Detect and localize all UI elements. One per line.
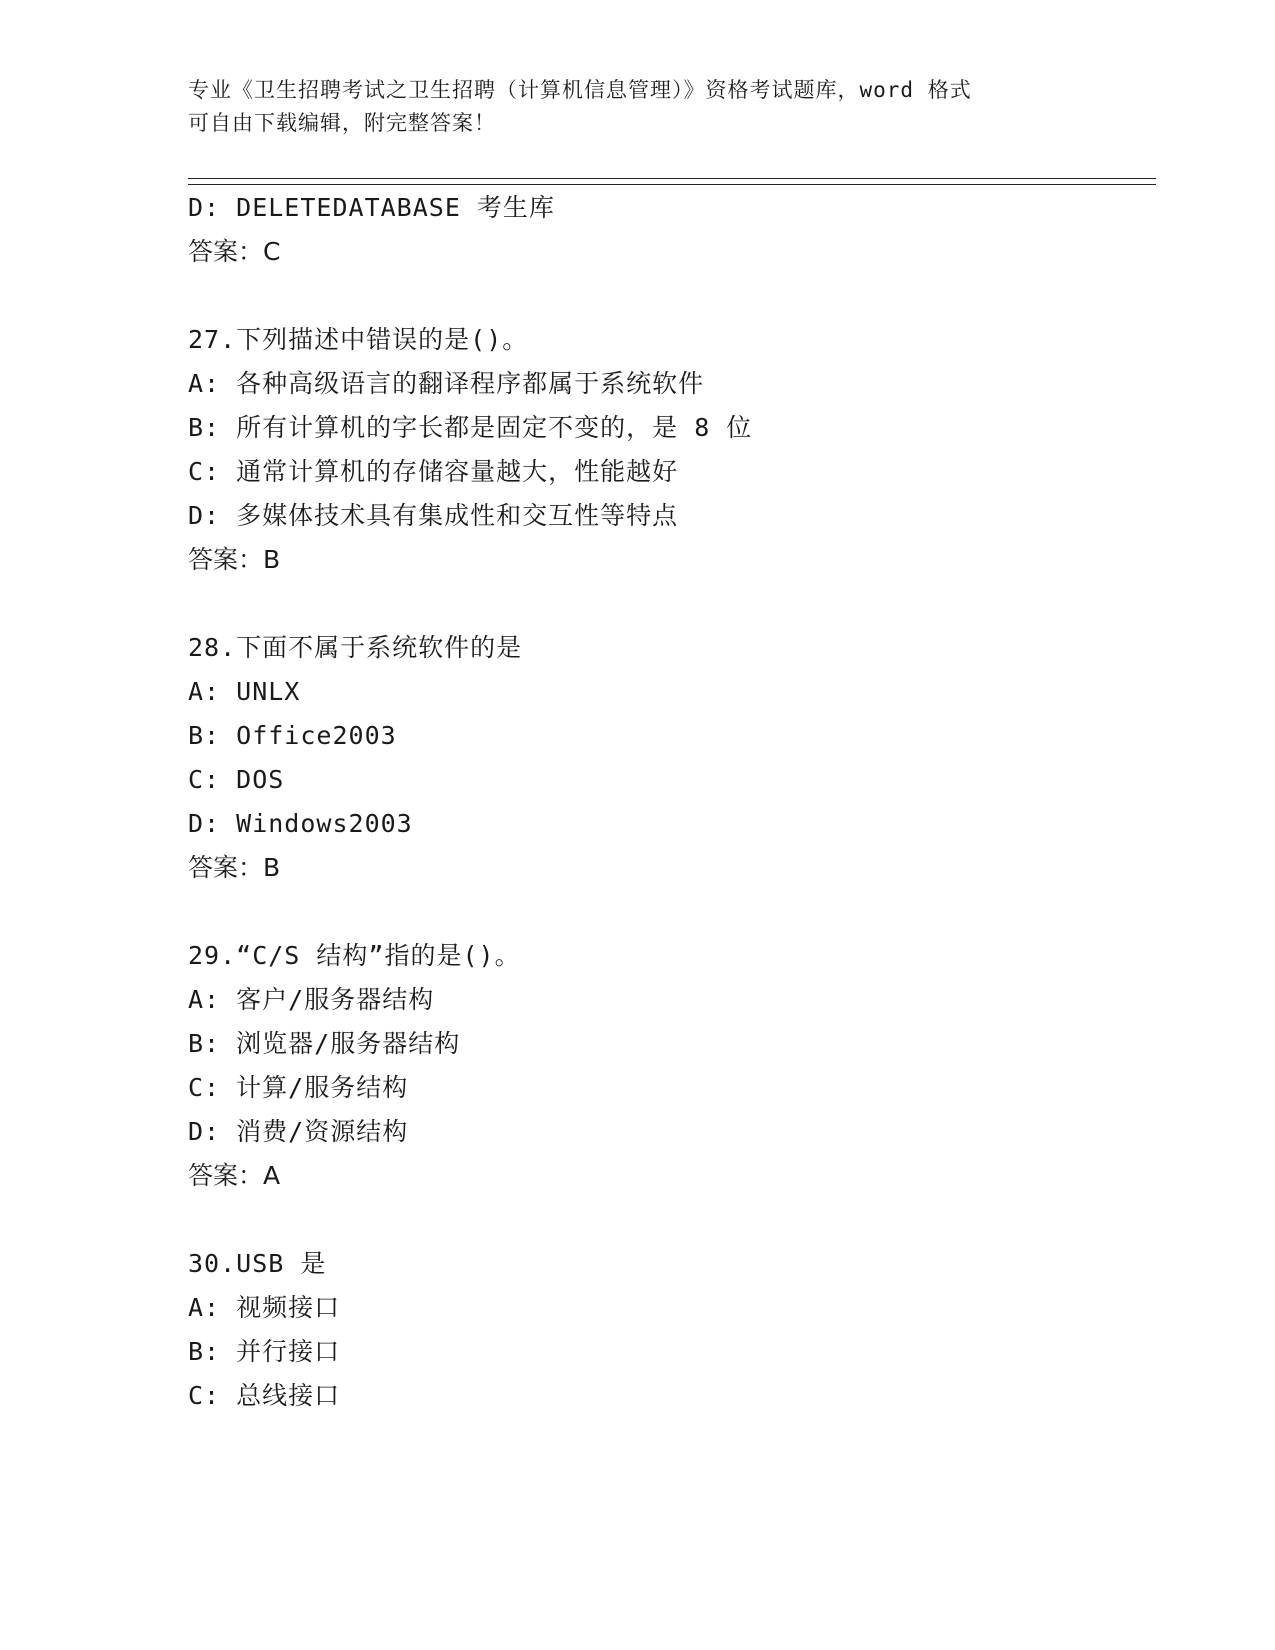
question-28-option-c: C: DOS: [188, 765, 285, 794]
question-27-option-d: D: 多媒体技术具有集成性和交互性等特点: [188, 501, 679, 530]
question-29-option-b: B: 浏览器/服务器结构: [188, 1029, 461, 1058]
question-28-answer: 答案：B: [188, 853, 281, 882]
question-30-stem: 30.USB 是: [188, 1249, 327, 1278]
question-30-option-c: C: 总线接口: [188, 1381, 341, 1410]
question-28-option-b: B: Office2003: [188, 721, 397, 750]
question-28-option-a: A: UNLX: [188, 677, 301, 706]
header-line-1: 专业《卫生招聘考试之卫生招聘（计算机信息管理）》资格考试题库，word 格式: [188, 78, 972, 102]
prev-option-d: D: DELETEDATABASE 考生库: [188, 193, 555, 222]
question-29-option-d: D: 消费/资源结构: [188, 1117, 409, 1146]
question-27-option-a: A: 各种高级语言的翻译程序都属于系统软件: [188, 369, 705, 398]
prev-answer: 答案：C: [188, 237, 281, 266]
header-divider-bottom: [188, 184, 1156, 185]
question-27-option-c: C: 通常计算机的存储容量越大，性能越好: [188, 457, 679, 486]
question-29-answer: 答案：A: [188, 1161, 281, 1190]
question-27-answer: 答案：B: [188, 545, 281, 574]
question-30-option-b: B: 并行接口: [188, 1337, 341, 1366]
question-28-option-d: D: Windows2003: [188, 809, 413, 838]
question-29-option-c: C: 计算/服务结构: [188, 1073, 409, 1102]
question-29-option-a: A: 客户/服务器结构: [188, 985, 435, 1014]
question-29-stem: 29.“C/S 结构”指的是()。: [188, 941, 521, 970]
header-divider-top: [188, 178, 1156, 179]
question-30-option-a: A: 视频接口: [188, 1293, 341, 1322]
document-header: [188, 74, 1088, 140]
question-27-stem: 27.下列描述中错误的是()。: [188, 325, 529, 354]
header-line-2: 可自由下载编辑，附完整答案！: [188, 111, 496, 135]
question-27-option-b: B: 所有计算机的字长都是固定不变的，是 8 位: [188, 413, 753, 442]
question-28-stem: 28.下面不属于系统软件的是: [188, 633, 523, 662]
